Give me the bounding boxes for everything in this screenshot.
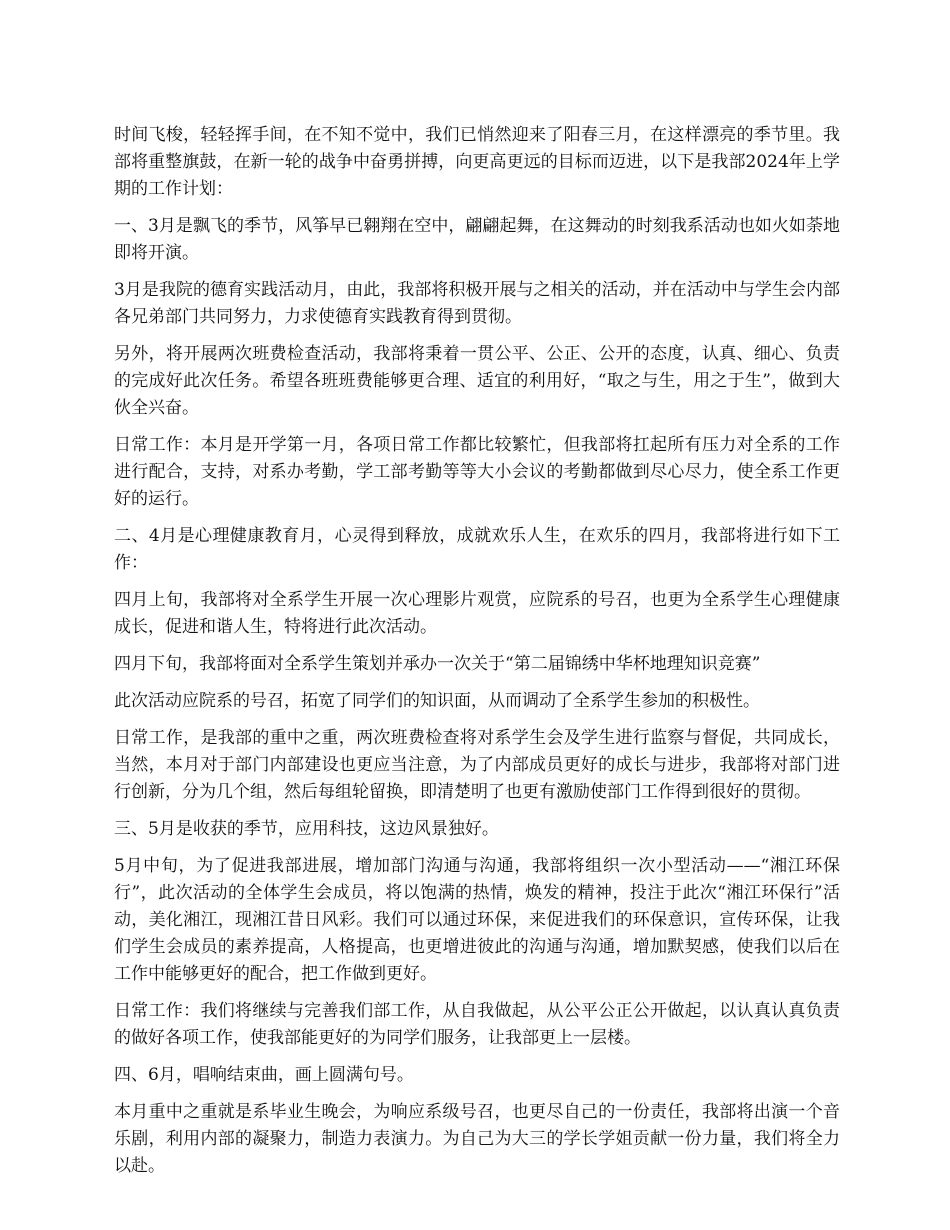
paragraph-june-heading: 四、6月，唱响结束曲，画上圆满句号。 (114, 1065, 414, 1085)
paragraph-april-activity-effect: 此次活动应院系的号召，拓宽了同学们的知识面，从而调动了全系学生参加的积极性。 (114, 691, 760, 711)
paragraph-april-late: 四月下旬，我部将面对全系学生策划并承办一次关于“第二届锦绣中华杯地理知识竞赛” (114, 654, 761, 674)
paragraph-april-daily-work: 日常工作，是我部的重中之重，两次班费检查将对系学生会及学生进行监察与督促，共同成长，当然，本月对于部门内部建设也更应当注意，为了内部成员更好的成长与进步，我部将对部门进行创新，分为几个组，然后每组轮留换，即清楚明了也更有激励使部门工作得到很好的贯彻。 (114, 728, 840, 802)
paragraph-march-class-fee-check: 另外，将开展两次班费检查活动，我部将秉着一贯公平、公正、公开的态度，认真、细心、负责的完成好此次任务。希望各班班费能够更合理、适宜的利用好，“取之与生，用之于生”，做到大伙全兴奋。 (114, 344, 840, 418)
paragraph-march-heading: 一、3月是飘飞的季节，风筝早已翱翔在空中，翩翩起舞，在这舞动的时刻我系活动也如火如荼地即将开演。 (114, 216, 840, 263)
paragraph-may-mid: 5月中旬，为了促进我部进展，增加部门沟通与沟通，我部将组织一次小型活动——“湘江环保行”，此次活动的全体学生会成员，将以饱满的热情，焕发的精神，投注于此次“湘江环保行”活动，美化湘江，现湘江昔日风彩。我们可以通过环保，来促进我们的环保意识，宣传环保，让我们学生会成员的素养提高，人格提高，也更增进彼此的沟通与沟通，增加默契感，使我们以后在工作中能够更好的配合，把工作做到更好。 (114, 856, 840, 984)
paragraph-june-graduation: 本月重中之重就是系毕业生晚会，为响应系级号召，也更尽自己的一份责任，我部将出演一个音乐剧，利用内部的凝聚力，制造力表演力。为自己为大三的学长学姐贡献一份力量，我们将全力以赴。 (114, 1102, 840, 1176)
paragraph-may-daily-work: 日常工作：我们将继续与完善我们部工作，从自我做起，从公平公正公开做起，以认真认真负责的做好各项工作，使我部能更好的为同学们服务，让我部更上一层楼。 (114, 1001, 840, 1048)
paragraph-march-moral-education: 3月是我院的德育实践活动月，由此，我部将积极开展与之相关的活动，并在活动中与学生会内部各兄弟部门共同努力，力求使德育实践教育得到贯彻。 (114, 280, 840, 327)
paragraph-april-early: 四月上旬，我部将对全系学生开展一次心理影片观赏，应院系的号召，也更为全系学生心理健康成长，促进和谐人生，特将进行此次活动。 (114, 590, 840, 637)
paragraph-intro: 时间飞梭，轻轻挥手间，在不知不觉中，我们已悄然迎来了阳春三月，在这样漂亮的季节里。我部将重整旗鼓，在新一轮的战争中奋勇拼搏，向更高更远的目标而迈进，以下是我部2024年上学期的工作计划： (114, 125, 840, 199)
paragraph-april-heading: 二、4月是心理健康教育月，心灵得到释放，成就欢乐人生，在欢乐的四月，我部将进行如下工作： (114, 526, 840, 573)
paragraph-may-heading: 三、5月是收获的季节，应用科技，这边风景独好。 (114, 819, 499, 839)
paragraph-march-daily-work: 日常工作：本月是开学第一月，各项日常工作都比较繁忙，但我部将扛起所有压力对全系的工作进行配合，支持，对系办考勤，学工部考勤等等大小会议的考勤都做到尽心尽力，使全系工作更好的运行。 (114, 435, 840, 509)
document-body (114, 122, 840, 1190)
